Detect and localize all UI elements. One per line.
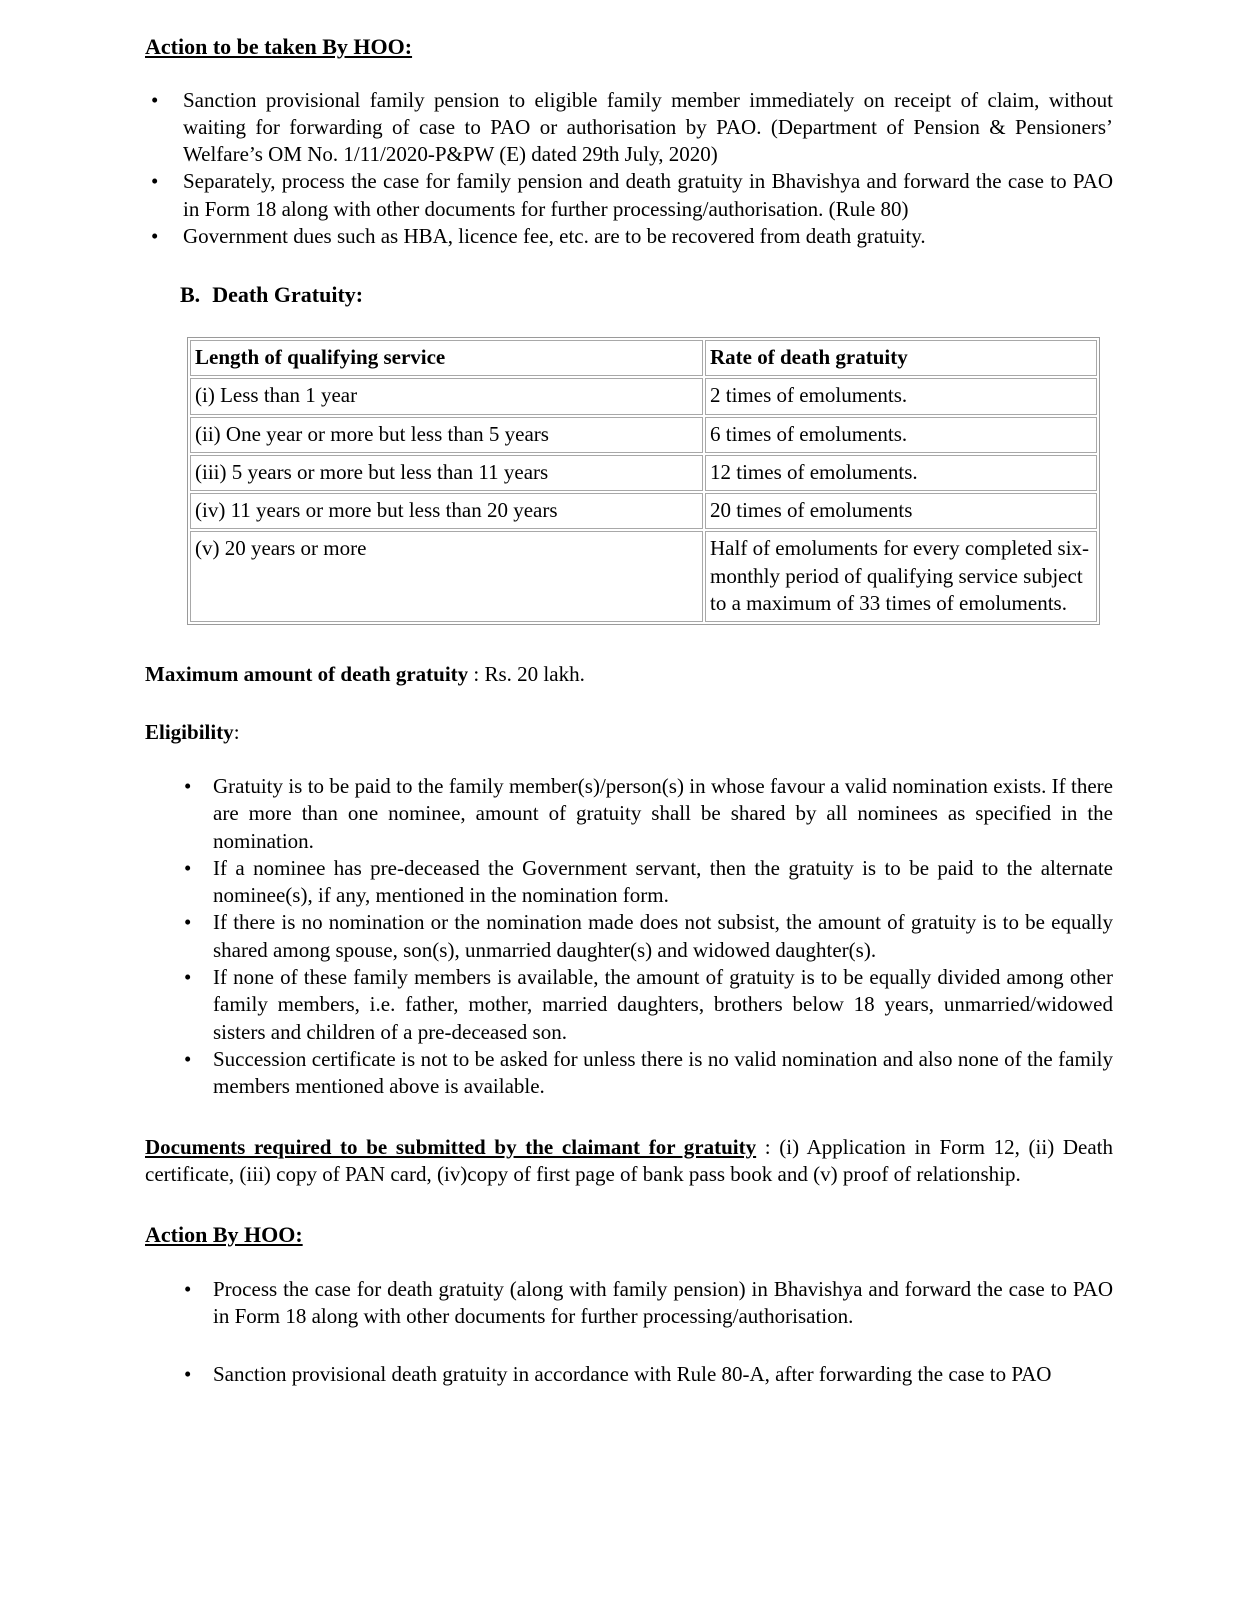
list-item: • If there is no nomination or the nomination made does not subsist, the amount of gratuity is to be equally shared among spouse, son(s), unmarried daughter(s) and widowed daughter(s).	[145, 909, 1113, 964]
cell-rate: Half of emoluments for every completed six-monthly period of qualifying service subject to a maximum of 33 times of emoluments.	[705, 531, 1097, 622]
table-row	[190, 493, 1097, 529]
cell-service: (iii) 5 years or more but less than 11 years	[190, 455, 703, 491]
list-item: • Separately, process the case for family pension and death gratuity in Bhavishya and forward the case to PAO in Form 18 along with other documents for further processing/authorisation. (Rule 80)	[145, 168, 1113, 223]
max-gratuity-value: : Rs. 20 lakh.	[468, 662, 585, 687]
cell-rate: 2 times of emoluments.	[705, 378, 1097, 414]
heading-death-gratuity	[180, 281, 1113, 310]
cell-rate: 6 times of emoluments.	[705, 417, 1097, 453]
documents-required-text: : (i) Application in Form 12, (ii) Death certificate, (iii) copy of PAN card, (iv)copy of first page of bank pass book and (v) proof of relationship.	[145, 1134, 1113, 1186]
cell-service: (i) Less than 1 year	[190, 378, 703, 414]
eligibility-bullet-list	[145, 773, 1113, 1101]
death-gratuity-table	[187, 337, 1100, 625]
list-item: • If a nominee has pre-deceased the Government servant, then the gratuity is to be paid to the alternate nominee(s), if any, mentioned in the nomination form.	[145, 855, 1113, 910]
table-row	[190, 378, 1097, 414]
table-row	[190, 455, 1097, 491]
eligibility-label: Eligibility	[145, 719, 234, 744]
list-item: • Government dues such as HBA, licence fee, etc. are to be recovered from death gratuity.	[145, 223, 1113, 250]
action-by-hoo-bullet-list	[145, 1276, 1113, 1389]
heading-action-by-hoo: Action By HOO:	[145, 1222, 303, 1248]
list-item: • If none of these family members is available, the amount of gratuity is to be equally divided among other family members, i.e. father, mother, married daughters, brothers below 18 years, unmarried/widowed sisters and children of a pre-deceased son.	[145, 964, 1113, 1046]
eligibility-heading	[145, 719, 1113, 746]
list-item: • Gratuity is to be paid to the family member(s)/person(s) in whose favour a valid nomination exists. If there are more than one nominee, amount of gratuity shall be shared by all nominees as specified in the nomination.	[145, 773, 1113, 855]
documents-required-label: Documents required to be submitted by the claimant for gratuity	[145, 1134, 757, 1159]
cell-rate: 20 times of emoluments	[705, 493, 1097, 529]
column-header-rate: Rate of death gratuity	[705, 340, 1097, 376]
list-item: • Succession certificate is not to be asked for unless there is no valid nomination and also none of the family members mentioned above is available.	[145, 1046, 1113, 1101]
heading-action-to-be-taken-by-hoo: Action to be taken By HOO:	[145, 34, 413, 59]
max-gratuity-line	[145, 661, 1113, 688]
section-letter: B.	[180, 282, 201, 308]
list-item: • Process the case for death gratuity (along with family pension) in Bhavishya and forward the case to PAO in Form 18 along with other documents for further processing/authorisation.	[145, 1276, 1113, 1331]
table-header-row	[190, 340, 1097, 376]
column-header-service: Length of qualifying service	[190, 340, 703, 376]
cell-service: (v) 20 years or more	[190, 531, 703, 622]
eligibility-colon: :	[233, 719, 240, 744]
hoo-action-bullet-list	[145, 87, 1113, 251]
cell-service: (iv) 11 years or more but less than 20 years	[190, 493, 703, 529]
cell-service: (ii) One year or more but less than 5 years	[190, 417, 703, 453]
list-item: • Sanction provisional death gratuity in accordance with Rule 80-A, after forwarding the case to PAO	[145, 1361, 1113, 1388]
list-item: • Sanction provisional family pension to eligible family member immediately on receipt of claim, without waiting for forwarding of case to PAO or authorisation by PAO. (Department of Pension & Pensioners’ Welfare’s OM No. 1/11/2020-P&PW (E) dated 29th July, 2020)	[145, 87, 1113, 169]
documents-required-paragraph	[145, 1134, 1113, 1189]
max-gratuity-label: Maximum amount of death gratuity	[145, 662, 469, 687]
cell-rate: 12 times of emoluments.	[705, 455, 1097, 491]
section-title: Death Gratuity:	[212, 282, 364, 308]
table-row	[190, 531, 1097, 622]
table-row	[190, 417, 1097, 453]
